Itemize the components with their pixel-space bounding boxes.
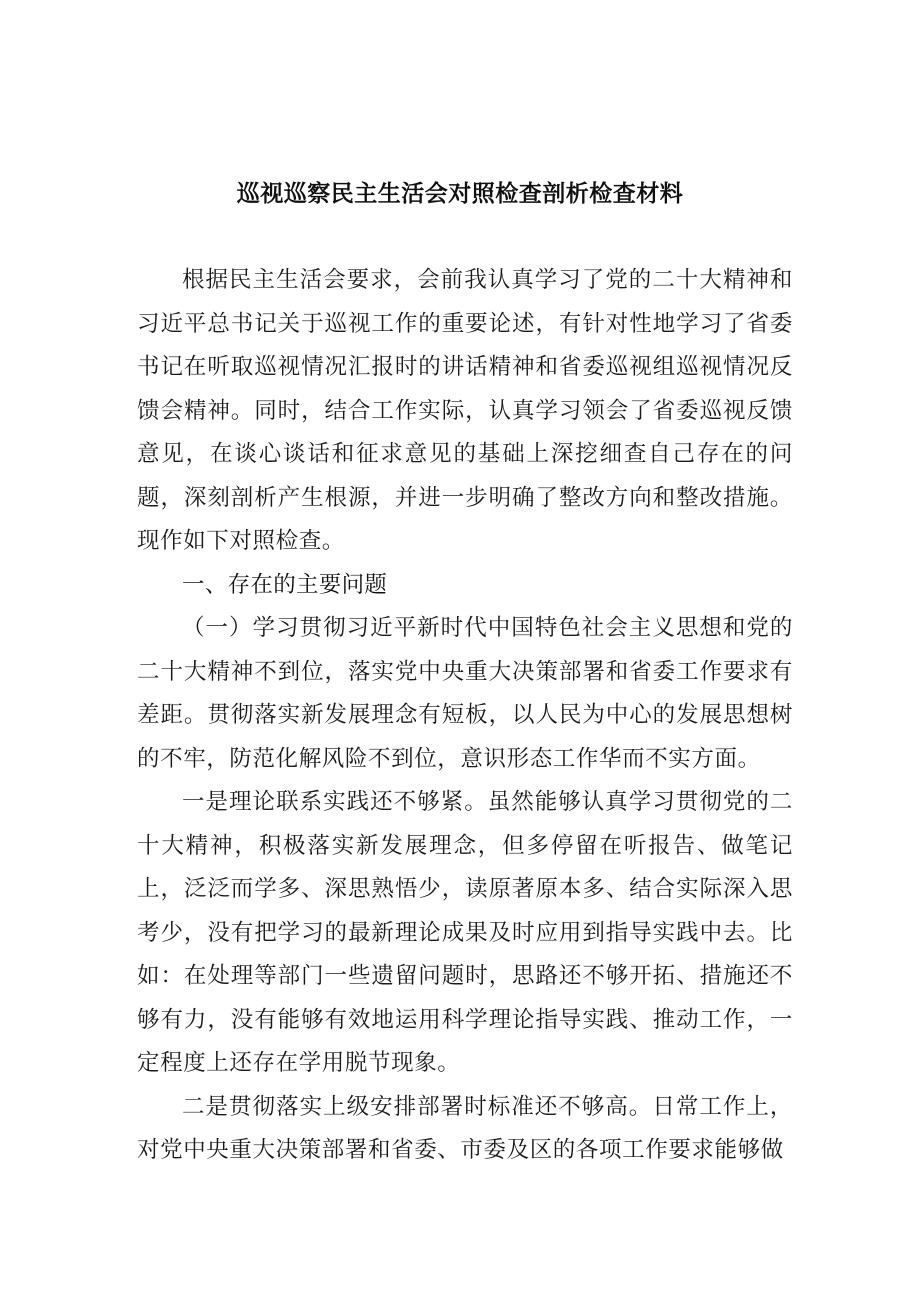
point-paragraph-2: 二是贯彻落实上级安排部署时标准还不够高。日常工作上，对党中央重大决策部署和省委、市委及区的各项工作要求能够做: [137, 1093, 793, 1163]
document-body: [137, 259, 793, 1173]
point-paragraph-1: 一是理论联系实践还不够紧。虽然能够认真学习贯彻党的二十大精神，积极落实新发展理念，但多停留在听报告、做笔记上，泛泛而学多、深思熟悟少，读原著原本多、结合实际深入思考少，没有把学习的最新理论成果及时应用到指导实践中去。比如：在处理等部门一些遗留问题时，思路还不够开拓、措施还不够有力，没有能够有效地运用科学理论指导实践、推动工作，一定程度上还存在学用脱节现象。: [137, 789, 793, 1076]
section-heading-problems: 一、存在的主要问题: [182, 571, 388, 598]
subsection-paragraph-1: （一）学习贯彻习近平新时代中国特色社会主义思想和党的二十大精神不到位，落实党中央重大决策部署和省委工作要求有差距。贯彻落实新发展理念有短板，以人民为中心的发展思想树的不牢，防范化解风险不到位，意识形态工作华而不实方面。: [137, 615, 793, 772]
document-title: 巡视巡察民主生活会对照检查剖析检查材料: [236, 181, 684, 207]
intro-paragraph: 根据民主生活会要求，会前我认真学习了党的二十大精神和习近平总书记关于巡视工作的重要论述，有针对性地学习了省委书记在听取巡视情况汇报时的讲话精神和省委巡视组巡视情况反馈会精神。同时，结合工作实际，认真学习领会了省委巡视反馈意见，在谈心谈话和征求意见的基础上深挖细查自己存在的问题，深刻剖析产生根源，并进一步明确了整改方向和整改措施。现作如下对照检查。: [137, 267, 793, 554]
